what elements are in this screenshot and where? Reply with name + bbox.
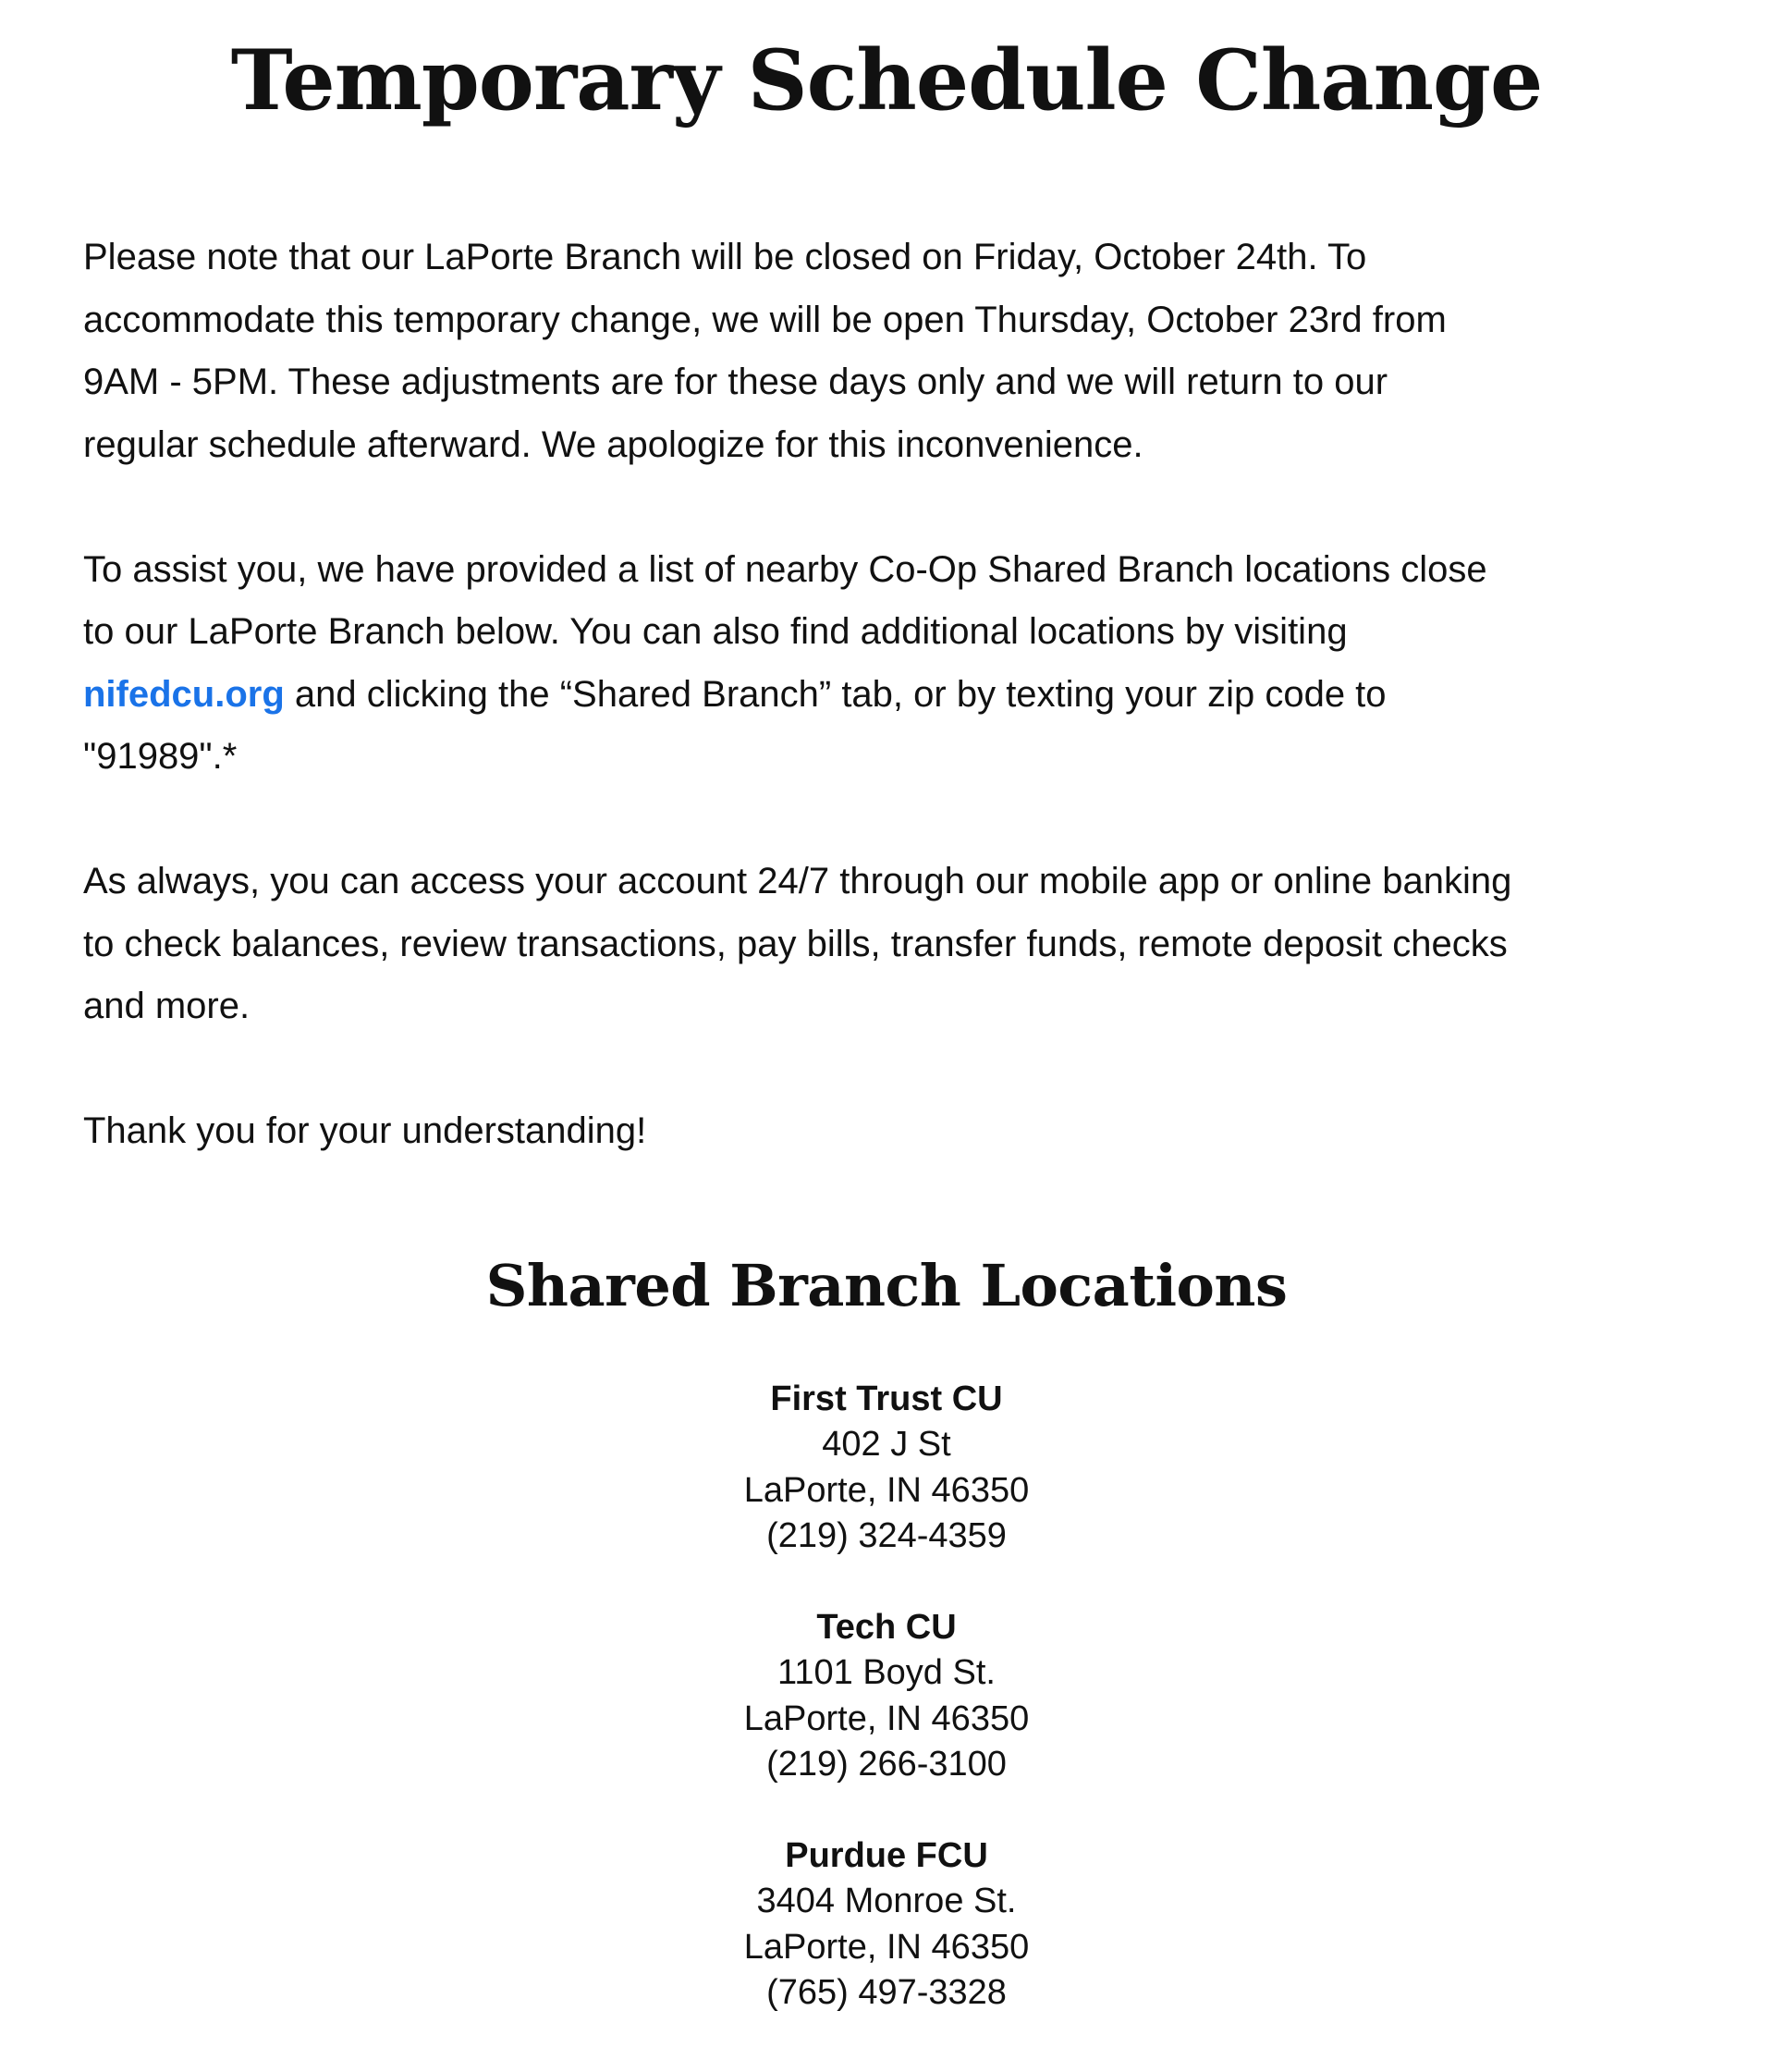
location-phone: (765) 497-3328 [766,1973,1007,2013]
location-street: 3404 Monroe St. [756,1882,1017,1921]
paragraph-online-access [83,851,1729,1038]
text-segment: and clicking the “Shared Branch” tab, or by texting your zip code to [284,673,1387,715]
location-city: LaPorte, IN 46350 [743,1698,1030,1738]
text-line: and more. [83,986,251,1026]
text-line: to check balances, review transactions, pay bills, transfer funds, remote deposit checks [83,923,1508,964]
text-line: Thank you for your understanding! [83,1110,647,1151]
location-name: Tech CU [816,1608,957,1648]
text-line: regular schedule afterward. We apologize for this inconvenience. [83,423,1143,465]
text-line: To assist you, we have provided a list of nearby Co-Op Shared Branch locations close [83,548,1487,590]
location-name: First Trust CU [770,1379,1003,1418]
location-street: 1101 Boyd St. [777,1653,996,1693]
locations-heading: Shared Branch Locations [485,1252,1288,1319]
paragraph-shared-branch [83,539,1729,789]
location-street: 402 J St [822,1425,951,1465]
page-title: Temporary Schedule Change [230,31,1543,129]
text-line: 9AM - 5PM. These adjustments are for these days only and we will return to our [83,362,1388,402]
location-phone: (219) 266-3100 [766,1745,1007,1784]
location-item [0,1833,1773,2017]
text-line: Please note that our LaPorte Branch will be closed on Friday, October 24th. To [83,237,1367,277]
text-line-with-link [83,664,1729,727]
nifedcu-link[interactable]: nifedcu.org [83,673,285,715]
location-item [0,1377,1773,1560]
text-line: As always, you can access your account 24/7 through our mobile app or online banking [83,861,1512,901]
paragraph-thanks [83,1100,1729,1163]
locations-list [0,1377,1773,2062]
location-city: LaPorte, IN 46350 [743,1470,1030,1510]
text-line: "91989".* [83,736,238,777]
location-phone: (219) 324-4359 [766,1516,1007,1556]
paragraph-closure [83,227,1729,476]
location-item [0,1605,1773,1788]
location-city: LaPorte, IN 46350 [743,1927,1030,1967]
location-name: Purdue FCU [785,1836,988,1876]
text-line: to our LaPorte Branch below. You can also find additional locations by visiting [83,611,1348,652]
notice-body [83,227,1729,1163]
text-line: accommodate this temporary change, we will be open Thursday, October 23rd from [83,299,1447,340]
